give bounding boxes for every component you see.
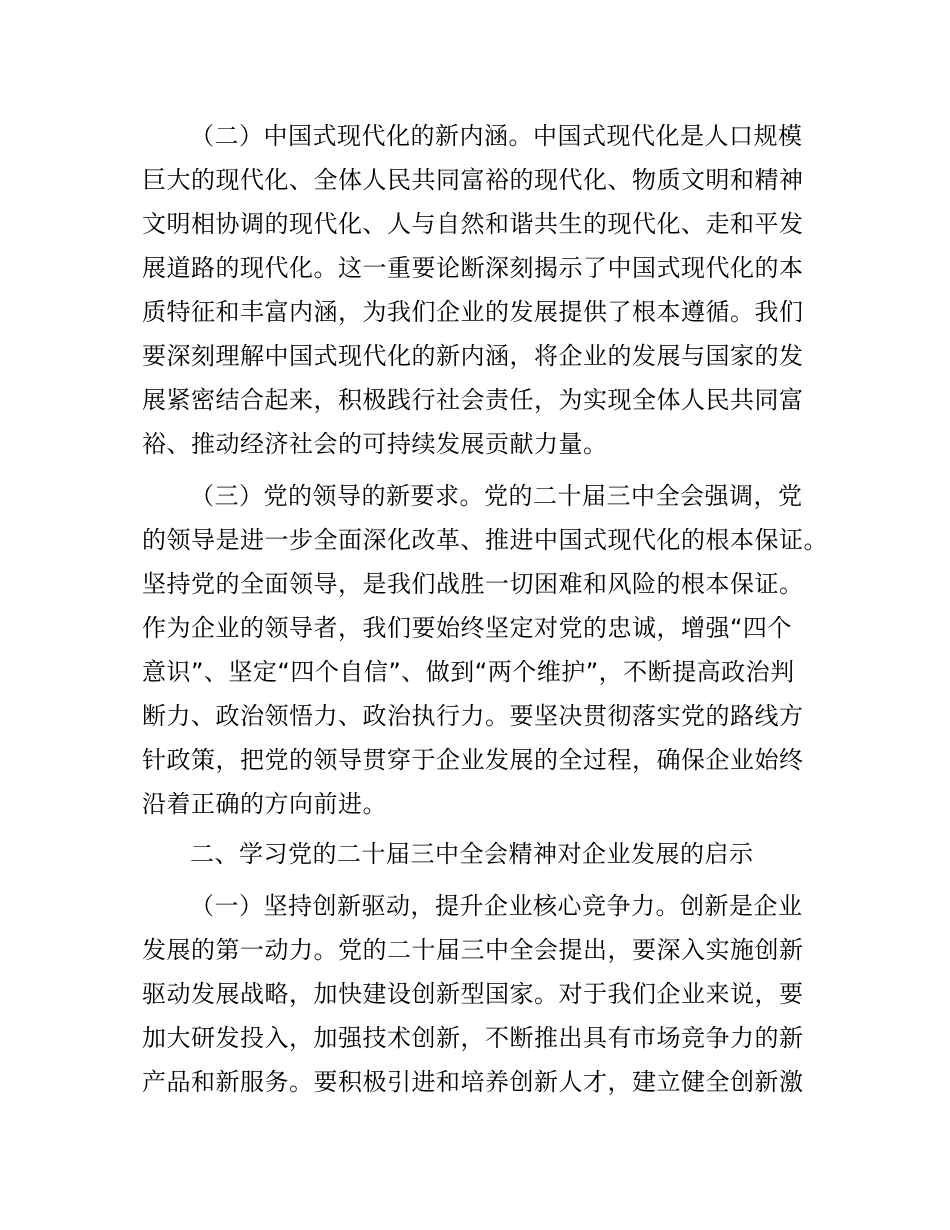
text-line: 加大研发投入，加强技术创新，不断推出具有市场竞争力的新 [142,1024,804,1052]
text-line: 坚持党的全面领导，是我们战胜一切困难和风险的根本保证。 [142,570,804,598]
text-line: 意识”、坚定“四个自信”、做到“两个维护”，不断提高政治判 [142,658,795,686]
text-line: 要深刻理解中国式现代化的新内涵，将企业的发展与国家的发 [142,342,804,370]
text-line: （二）中国式现代化的新内涵。中国式现代化是人口规模 [190,122,803,150]
text-line: 断力、政治领悟力、政治执行力。要坚决贯彻落实党的路线方 [142,702,804,730]
text-line: 针政策，把党的领导贯穿于企业发展的全过程，确保企业始终 [142,746,804,774]
text-line: 质特征和丰富内涵，为我们企业的发展提供了根本遵循。我们 [142,298,804,326]
text-line: （三）党的领导的新要求。党的二十届三中全会强调，党 [190,482,803,510]
text-line: 裕、推动经济社会的可持续发展贡献力量。 [142,430,608,458]
text-line: 展道路的现代化。这一重要论断深刻揭示了中国式现代化的本 [142,254,804,282]
text-line: 产品和新服务。要积极引进和培养创新人才，建立健全创新激 [142,1068,804,1096]
text-line: 发展的第一动力。党的二十届三中全会提出，要深入实施创新 [142,936,804,964]
text-line: 的领导是进一步全面深化改革、推进中国式现代化的根本保证。 [142,526,828,554]
text-line: 作为企业的领导者，我们要始终坚定对党的忠诚，增强“四个 [142,614,792,642]
text-line: （一）坚持创新驱动，提升企业核心竞争力。创新是企业 [190,892,803,920]
text-line: 巨大的现代化、全体人民共同富裕的现代化、物质文明和精神 [142,166,804,194]
text-line: 展紧密结合起来，积极践行社会责任，为实现全体人民共同富 [142,386,804,414]
text-line: 驱动发展战略，加快建设创新型国家。对于我们企业来说，要 [142,980,804,1008]
section-heading: 二、学习党的二十届三中全会精神对企业发展的启示 [190,840,754,868]
text-line: 沿着正确的方向前进。 [142,790,387,818]
text-line: 文明相协调的现代化、人与自然和谐共生的现代化、走和平发 [142,210,804,238]
